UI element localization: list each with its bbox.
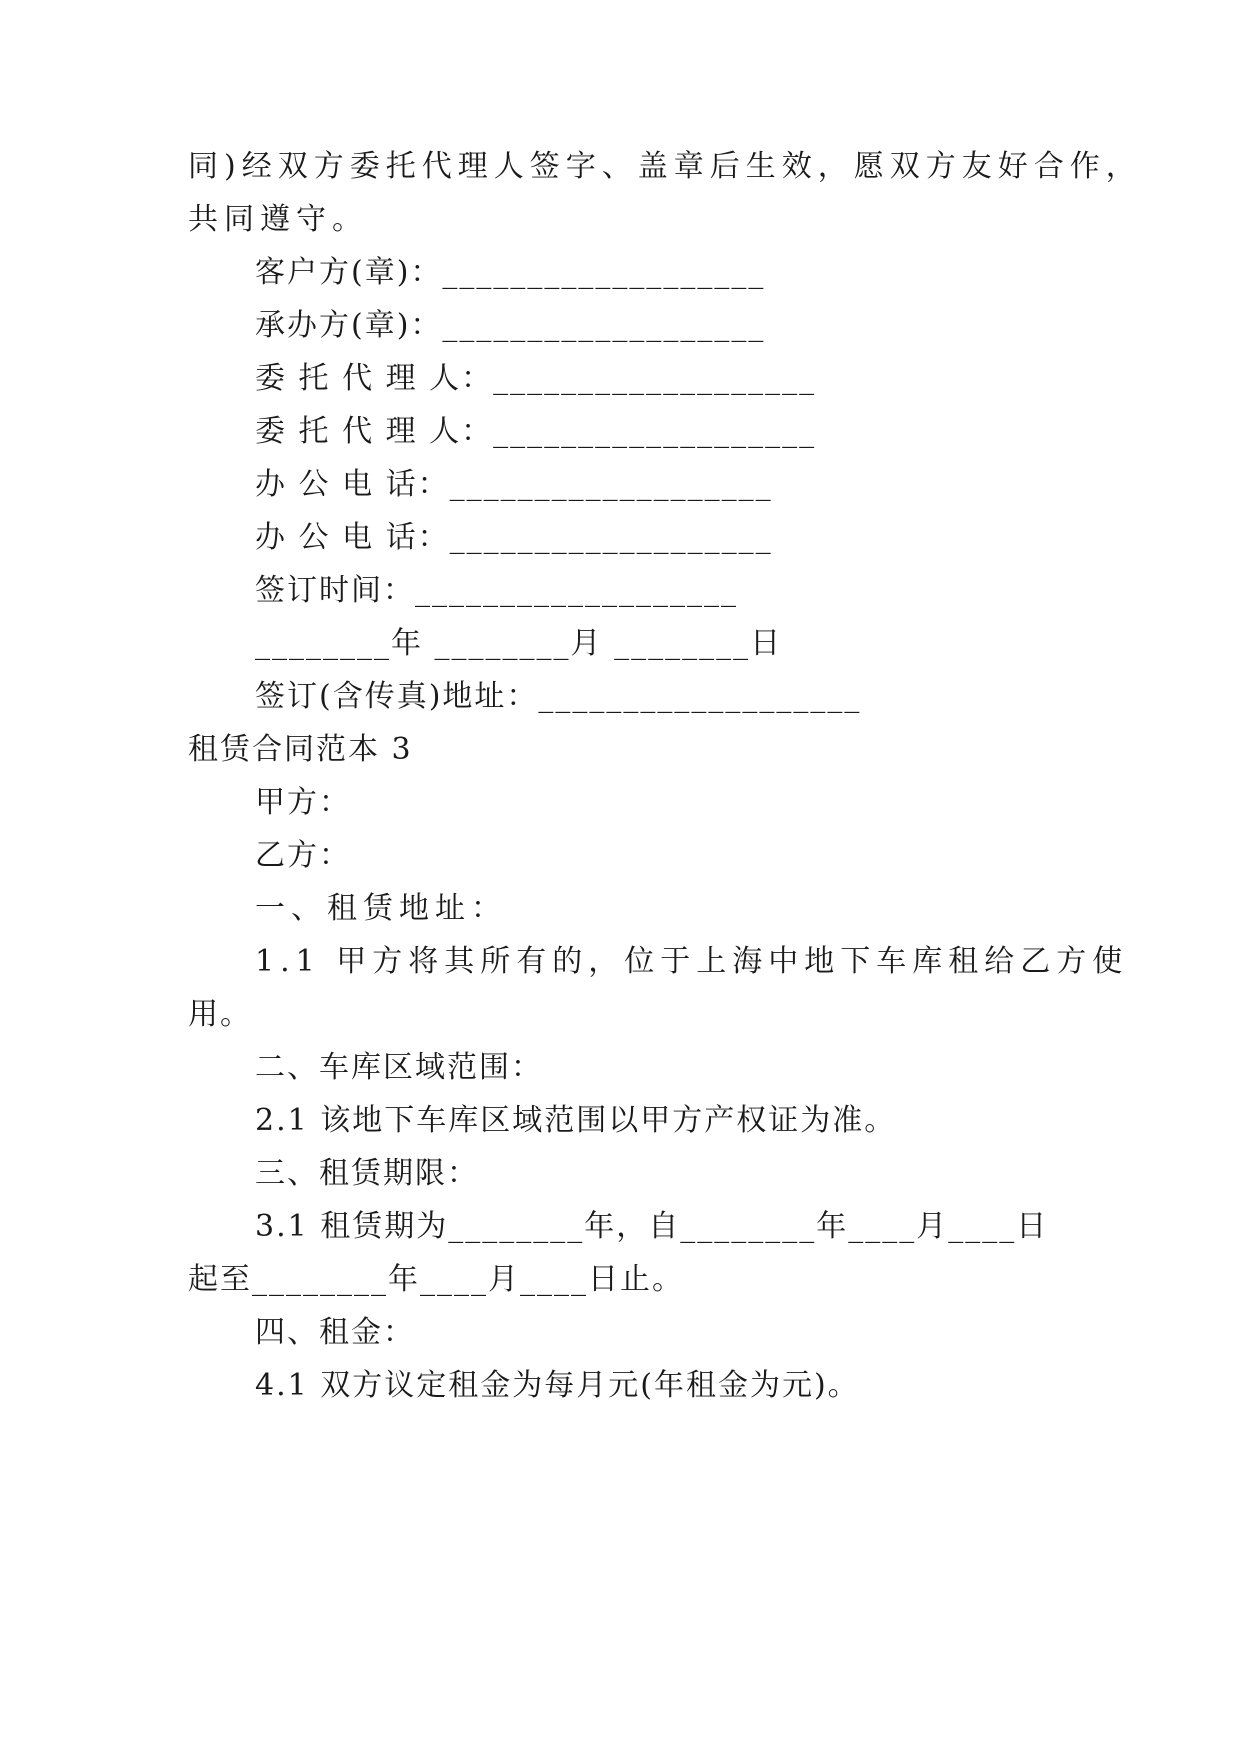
clause-text: 2.1 该地下车库区域范围以甲方产权证为准。 <box>255 1103 897 1138</box>
paragraph-line: 同)经双方委托代理人签字、盖章后生效，愿双方友好合作， <box>188 149 1142 184</box>
party-b-line: 乙方： <box>255 838 351 873</box>
signature-line-contractor: 承办方(章)：___________________ <box>255 308 766 343</box>
clause-text: 1.1 甲方将其所有的，位于上海中地下车库租给乙方使 <box>255 944 1129 979</box>
clause-text: 用。 <box>188 997 252 1032</box>
clause-text: 起至________年____月____日止。 <box>188 1262 684 1297</box>
section-title: 租赁合同范本 3 <box>188 732 413 767</box>
paragraph-line: 共同遵守。 <box>188 202 368 237</box>
signature-line-date: 签订时间：___________________ <box>255 573 738 608</box>
signature-line-agent: 委 托 代 理 人：___________________ <box>255 361 817 396</box>
clause-heading: 二、车库区域范围： <box>255 1050 543 1085</box>
date-blanks-line: ________年 ________月 ________日 <box>255 626 783 661</box>
signature-line-phone: 办 公 电 话：___________________ <box>255 520 773 555</box>
clause-heading: 三、租赁期限： <box>255 1156 479 1191</box>
clause-heading: 一、租赁地址： <box>255 891 507 926</box>
signature-line-customer: 客户方(章)：___________________ <box>255 255 766 290</box>
signature-line-phone: 办 公 电 话：___________________ <box>255 467 773 502</box>
party-a-line: 甲方： <box>255 785 351 820</box>
signature-line-address: 签订(含传真)地址：___________________ <box>255 679 862 714</box>
clause-text: 3.1 租赁期为________年，自________年____月____日 <box>255 1209 1049 1244</box>
signature-line-agent: 委 托 代 理 人：___________________ <box>255 414 817 449</box>
clause-heading: 四、租金： <box>255 1315 415 1350</box>
clause-text: 4.1 双方议定租金为每月元(年租金为元)。 <box>255 1368 860 1403</box>
